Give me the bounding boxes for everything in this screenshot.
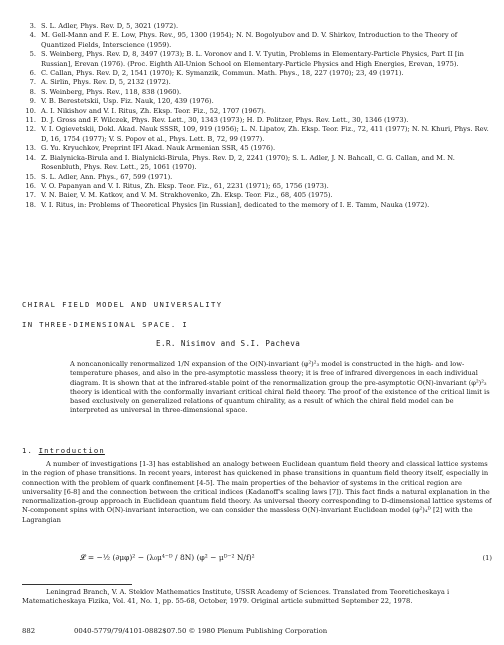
reference-number: 5. — [29, 50, 36, 59]
reference-number: 13. — [25, 144, 36, 153]
reference-item — [22, 173, 492, 182]
reference-number: 8. — [29, 87, 36, 96]
reference-text: V. N. Baier, V. M. Katkov, and V. M. Strakhovenko, Zh. Eksp. Teor. Fiz., 68, 405 (1975). — [41, 191, 333, 200]
reference-item — [22, 107, 492, 116]
title-line-2: IN THREE-DIMENSIONAL SPACE. I — [22, 320, 189, 329]
article-authors: E.R. Nisimov and S.I. Pacheva — [156, 339, 301, 348]
reference-number: 10. — [25, 106, 36, 115]
title-line-1: CHIRAL FIELD MODEL AND UNIVERSALITY — [22, 300, 223, 309]
article-title — [22, 298, 222, 338]
footnote: Leningrad Branch, V. A. Steklov Mathematics Institute, USSR Academy of Sciences. Translated from Teoreticheskaya i Matematicheskaya Fizika, Vol. 41, No. 1, pp. 55-68, October, 1979. Original article submitted September 22, 1978. — [22, 588, 450, 606]
reference-text: M. Gell-Mann and F. E. Low, Phys. Rev., 95, 1300 (1954); N. N. Bogolyubov and D. V. Shirkov, Introduction to the Theory of Quantized Fields, Interscience (1959). — [41, 31, 458, 49]
reference-item — [22, 22, 492, 31]
reference-number: 14. — [25, 153, 36, 162]
reference-text: C. Callan, Phys. Rev. D, 2, 1541 (1970); K. Symanzik, Commun. Math. Phys., 18, 227 (1970); 23, 49 (1971). — [41, 69, 404, 78]
reference-list — [22, 22, 492, 210]
equation-number: (1) — [482, 554, 492, 562]
reference-number: 16. — [25, 181, 36, 190]
reference-text: G. Yu. Kryuchkov, Preprint IFI Akad. Nauk Armenian SSR, 45 (1976). — [41, 144, 276, 153]
reference-number: 6. — [29, 69, 36, 78]
reference-text: Z. Bialynicka-Birula and I. Bialynicki-Birula, Phys. Rev. D, 2, 2241 (1970); S. L. Adler, J. N. Bahcall, C. G. Callan, and M. N. Rosenbluth, Phys. Rev. Lett., 25, 1061 (1970). — [41, 153, 455, 172]
reference-item — [22, 125, 492, 144]
reference-number: 12. — [25, 125, 36, 134]
reference-text: V. I. Ogievetskii, Dokl. Akad. Nauk SSSR, 109, 919 (1956); L. N. Lipatov, Zh. Eksp. Teor. Fiz., 72, 411 (1977); N. N. Khuri, Phys. Rev. D, 16, 1754 (1977); V. S. Popov et al., Phys. Lett. B, 72, 99 (1977). — [41, 125, 489, 143]
page-number: 882 — [22, 627, 36, 635]
reference-item — [22, 50, 492, 69]
reference-text: A. I. Nikishov and V. I. Ritus, Zh. Eksp. Teor. Fiz., 52, 1707 (1967). — [41, 106, 266, 115]
reference-number: 7. — [29, 78, 36, 87]
reference-item — [22, 97, 492, 106]
reference-number: 18. — [25, 200, 36, 209]
abstract: A noncanonically renormalized 1/N expansion of the O(N)-invariant (φ²)²₃ model is constructed in the high- and low-temperature phases, and also in the pre-asymptotic massless theory; it is free of infrared divergences in each individual diagram. It is shown that at the infrared-stable point of the renormalization group the pre-asymptotic O(N)-invariant (φ²)²₃ theory is identical with the conformally invariant critical chiral field theory. The proof of the existence of the critical limit is based exclusively on generalized relations of quantum chirality, as a result of which the chiral field model can be interpreted as universal in three-dimensional space. — [70, 360, 490, 415]
reference-item — [22, 201, 492, 210]
reference-item — [22, 182, 492, 191]
page-footer — [22, 627, 492, 635]
reference-number: 15. — [25, 172, 36, 181]
reference-text: V. O. Papanyan and V. I. Ritus, Zh. Eksp. Teor. Fiz., 61, 2231 (1971); 65, 1756 (1973). — [41, 181, 329, 190]
reference-text: V. I. Ritus, in: Problems of Theoretical Physics [in Russian], dedicated to the memory of I. E. Tamm, Nauka (1972). — [41, 200, 430, 209]
intro-paragraph: A number of investigations [1-3] has established an analogy between Euclidean quantum field theory and classical lattice systems in the region of phase transitions. In recent years, interest has quickened in phase transitions in quantum field theory itself, especially in connection with the problem of quark confinement [4-5]. The main properties of the behavior of systems in the critical region are universality [6-8] and the connection between the critical indices (Kadanoff's scaling laws [7]). This fact finds a natural explanation in the renormalization-group approach in Euclidean quantum field theory. As universal theory corresponding to D-dimensional lattice systems of N-component spins with O(N)-invariant interaction, we can consider the massless O(N)-invariant Euclidean model (φ²)₄ᴰ [2] with the Lagrangian — [22, 460, 492, 524]
reference-item — [22, 154, 492, 173]
reference-number: 3. — [29, 22, 36, 30]
section-title: Introduction — [38, 446, 105, 455]
reference-item — [22, 78, 492, 87]
reference-item — [22, 191, 492, 200]
reference-text: S. L. Adler, Phys. Rev. D, 5, 3021 (1972). — [41, 22, 179, 30]
reference-item — [22, 116, 492, 125]
reference-item — [22, 144, 492, 153]
copyright-line: 0040-5779/79/4101-0882$07.50 © 1980 Plenum Publishing Corporation — [74, 627, 328, 635]
reference-number: 9. — [29, 97, 36, 106]
lagrangian-equation — [80, 553, 492, 563]
reference-text: S. Weinberg, Phys. Rev. D, 8, 3497 (1973); B. L. Voronov and I. V. Tyutin, Problems in Elementary-Particle Physics, Part II [in Russian], Erevan (1976). (Proc. Eighth All-Union School on Elementary-Particle Physics and High Energies, Erevan, 1975). — [41, 50, 464, 68]
equation-body: 𝓛 = −½ (∂μφ)² − (λ₀μ⁴⁻ᴰ / 8N) (φ² − μᴰ⁻² N/f)² — [80, 553, 255, 562]
section-heading — [22, 446, 105, 455]
footnote-divider — [22, 584, 132, 585]
reference-item — [22, 88, 492, 97]
reference-number: 17. — [25, 191, 36, 200]
reference-item — [22, 69, 492, 78]
reference-text: D. J. Gross and F. Wilczek, Phys. Rev. Lett., 30, 1343 (1973); H. D. Politzer, Phys. Rev. Lett., 30, 1346 (1973). — [41, 116, 409, 125]
reference-number: 4. — [29, 31, 36, 40]
reference-item — [22, 31, 492, 50]
reference-text: V. B. Berestetskii, Usp. Fiz. Nauk, 120, 439 (1976). — [41, 97, 214, 106]
reference-text: S. L. Adler, Ann. Phys., 67, 599 (1971). — [41, 172, 173, 181]
section-number: 1. — [22, 446, 34, 455]
reference-text: S. Weinberg, Phys. Rev., 118, 838 (1960). — [41, 87, 182, 96]
reference-number: 11. — [25, 116, 36, 125]
reference-text: A. Sirlin, Phys. Rev. D, 5, 2132 (1972). — [41, 78, 171, 87]
